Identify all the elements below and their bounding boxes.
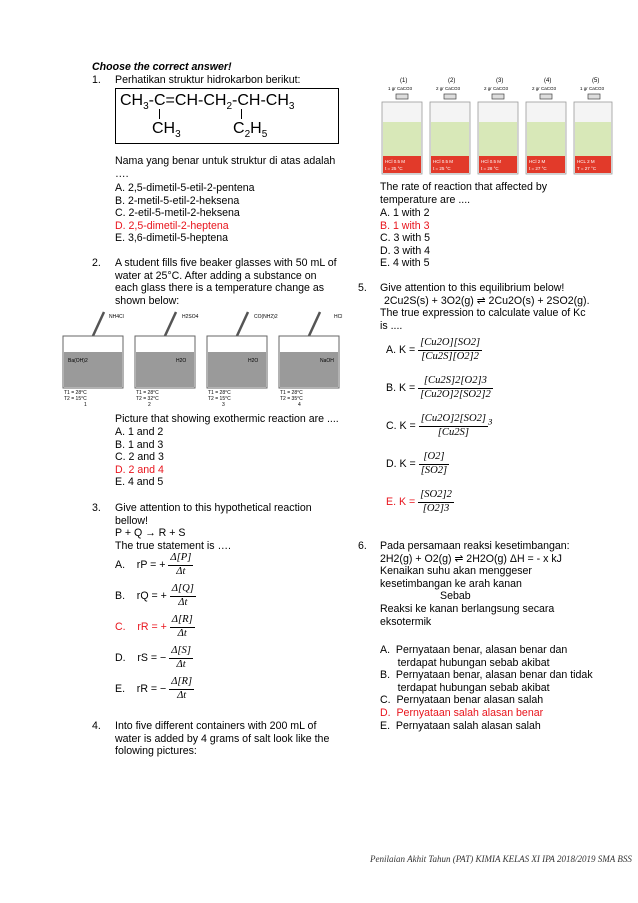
option-label: B. (115, 589, 126, 602)
option-c[interactable]: C. 2-etil-5-metil-2-heksena (115, 207, 240, 220)
container-4 (526, 78, 566, 174)
numerator: Δ[R] (169, 676, 194, 690)
beaker-number: 4 (298, 402, 301, 408)
structure-main-chain: $CH_3-C=CH-CH_2-CH-CH_3$ (120, 92, 295, 113)
question-2-prompt: Picture that showing exothermic reaction are .... (115, 413, 339, 425)
temp-1: T1 = 28°C (280, 390, 303, 396)
question-4-continuation (380, 181, 610, 206)
numerator: Δ[R] (170, 614, 195, 628)
option-label: C. (115, 620, 126, 633)
question-6-text (380, 540, 620, 628)
question-2-text (115, 257, 355, 307)
text-line: kesetimbangan ke arah kanan (380, 577, 522, 590)
concentration: HCl 0.5 M (385, 159, 406, 164)
option-b[interactable] (115, 583, 196, 614)
question-number: 5. (358, 282, 367, 294)
question-6-options (380, 644, 593, 732)
mass-label: 1 gr CaCO3 (388, 86, 413, 91)
substance-label: H2SO4 (182, 314, 199, 320)
rate-expression: rR = − (136, 682, 167, 695)
option-e[interactable] (386, 489, 493, 527)
denominator: Δt (176, 565, 186, 577)
option-c[interactable]: C. 3 with 5 (380, 232, 431, 245)
rate-fraction (170, 614, 195, 640)
rate-fraction (168, 552, 193, 578)
denominator: [Cu2S] (437, 426, 469, 438)
concentration: HCl 0.5 M (433, 159, 454, 164)
text-line: A student fills five beaker glasses with 50 mL of (115, 257, 337, 269)
equilibrium-equation: 2H2(g) + O2(g) ⇌ 2H2O(g) ΔH = - x kJ (380, 552, 562, 565)
text-line: Pada persamaan reaksi kesetimbangan: (380, 540, 570, 552)
option-d[interactable]: D. Pernyataan salah alasan benar (380, 706, 544, 719)
text-line: Give attention to this hypothetical reaction (115, 502, 312, 514)
option-c[interactable]: C. Pernyataan benar alasan salah (380, 694, 544, 707)
mass-label: 2 gr CaCO3 (436, 86, 461, 91)
beaker-1 (63, 312, 124, 408)
text-line: Kenaikan suhu akan menggeser (380, 565, 532, 578)
container-label: (1) (400, 78, 408, 84)
instructions-heading: Choose the correct answer! (92, 61, 232, 73)
temp-2: T2 = 32°C (136, 396, 159, 402)
denominator: Δt (178, 596, 188, 608)
substance-label: NH4Cl (109, 314, 124, 320)
text-line: The true statement is …. (115, 539, 231, 552)
option-a[interactable]: A. 1 with 2 (380, 207, 430, 219)
option-c[interactable] (115, 614, 196, 645)
rate-expression: rP = + (136, 558, 166, 571)
concentration: HCl 2 M (529, 159, 546, 164)
reaction-equation: P + Q → R + S (115, 527, 186, 540)
temp-1: T1 = 28°C (136, 390, 159, 396)
question-4-text (115, 720, 355, 758)
container-diagram (376, 74, 614, 178)
structure-sub-ethyl: $C_2H_5$ (233, 120, 268, 141)
beaker-number: 3 (222, 402, 225, 408)
option-label: E. (115, 682, 126, 695)
container-label: (5) (592, 78, 600, 84)
temperature: t = 25 °C (385, 166, 403, 171)
kc-fraction (418, 337, 482, 363)
substance-label: CO(NH2)2 (254, 314, 278, 320)
question-1-text: Nama yang benar untuk struktur di atas adalah …. (115, 155, 336, 180)
option-e[interactable] (115, 676, 196, 707)
denominator: [SO2] (420, 464, 448, 476)
denominator: [O2]3 (422, 502, 450, 514)
rate-expression: rQ = + (136, 589, 167, 602)
option-e[interactable]: E. 3,6-dimetil-5-heptena (115, 232, 229, 245)
option-d[interactable] (115, 645, 196, 676)
liquid (527, 122, 565, 156)
option-label: A. K = (386, 343, 416, 356)
container-1 (382, 78, 422, 174)
text-line: Give attention to this equilibrium below! (380, 282, 565, 294)
question-number: 1. (92, 74, 101, 86)
temp-1: T1 = 28°C (208, 390, 231, 396)
option-e[interactable]: E. 4 with 5 (380, 257, 430, 270)
concentration: HCl 0.5 M (481, 159, 502, 164)
option-a[interactable]: A. Pernyataan benar, alasan benar dan (380, 644, 568, 656)
question-4-options (380, 207, 430, 270)
temp-2: T2 = 35°C (280, 396, 303, 402)
denominator: Δt (177, 689, 187, 701)
numerator: [SO2]2 (418, 489, 454, 503)
salt-dish (588, 94, 600, 99)
temperature: t = 28 °C (481, 166, 499, 171)
exponent: 3 (488, 416, 493, 427)
kc-fraction (419, 451, 450, 477)
temp-1: T1 = 28°C (64, 390, 87, 396)
numerator: [Cu2O][SO2] (418, 337, 482, 351)
question-number: 3. (92, 502, 101, 514)
option-b[interactable]: B. 1 and 3 (115, 438, 164, 451)
denominator: [Cu2O]2[SO2]2 (420, 388, 491, 400)
container-label: (3) (496, 78, 504, 84)
option-a[interactable] (386, 337, 493, 375)
text-line: each glass there is a temperature change as (115, 282, 325, 295)
option-label: D. (115, 651, 126, 664)
content-label: H2O (248, 358, 259, 364)
option-label: D. K = (386, 457, 416, 470)
option-d[interactable]: D. 2 and 4 (115, 463, 164, 476)
mass-label: 2 gr CaCO3 (484, 86, 509, 91)
content-label: Ba(OH)2 (68, 358, 88, 364)
text-line: folowing pictures: (115, 745, 197, 758)
option-label: E. K = (386, 495, 416, 508)
rate-expression: rS = − (137, 651, 167, 664)
beaker-4 (279, 312, 342, 408)
text-line: shown below: (115, 294, 180, 307)
question-5-options (386, 337, 493, 527)
beaker-3 (207, 312, 278, 408)
structure-box (115, 88, 339, 144)
option-b[interactable] (386, 375, 493, 413)
option-b[interactable]: B. 1 with 3 (380, 219, 430, 232)
denominator: Δt (176, 658, 186, 670)
text-line: bellow! (115, 514, 148, 527)
question-1-options (115, 182, 255, 245)
rate-expression: rR = + (137, 620, 167, 633)
numerator: Δ[Q] (170, 583, 196, 597)
text-line: Reaksi ke kanan berlangsung secara (380, 602, 555, 615)
option-e[interactable]: E. Pernyataan salah alasan salah (380, 719, 541, 732)
text-line: eksotermik (380, 615, 432, 628)
temperature: t = 25 °C (433, 166, 451, 171)
substance-label: HCl (334, 314, 343, 320)
structure-sub-methyl: $CH_3$ (152, 120, 181, 141)
question-3-options (115, 552, 196, 707)
question-3-text (115, 502, 355, 552)
text-line: The true expression to calculate value of Kc (380, 307, 586, 320)
container-label: (4) (544, 78, 552, 84)
test-tube (164, 312, 176, 338)
option-a[interactable]: A. 1 and 2 (115, 426, 164, 438)
question-5-text (380, 282, 620, 332)
concentration: HCL 2 M (577, 159, 595, 164)
option-d[interactable]: D. 3 with 4 (380, 244, 431, 257)
option-label: B. K = (386, 381, 416, 394)
bond-line (159, 109, 160, 119)
text-line: The rate of reaction that affected by (380, 181, 548, 193)
text-line: is .... (380, 319, 403, 332)
kc-fraction (418, 489, 454, 515)
liquid (479, 122, 517, 156)
question-number: 2. (92, 257, 101, 269)
text-line: water is added by 4 grams of salt look like the (115, 732, 330, 745)
salt-dish (540, 94, 552, 99)
text-line: Into five different containers with 200 mL of (115, 720, 317, 732)
text-line: Sebab (440, 590, 471, 603)
equilibrium-equation: 2Cu2S(s) + 3O2(g) ⇌ 2Cu2O(s) + 2SO2(g). (384, 294, 590, 307)
option-d[interactable] (386, 451, 493, 489)
numerator: [O2] (419, 451, 450, 465)
option-d[interactable]: D. 2,5-dimetil-2-heptena (115, 219, 229, 232)
option-b[interactable]: B. Pernyataan benar, alasan benar dan tidak (380, 669, 593, 682)
option-a[interactable] (115, 552, 196, 583)
question-prompt: Perhatikan struktur hidrokarbon berikut: (115, 74, 301, 86)
container-5 (574, 78, 612, 174)
option-b-continued: terdapat hubungan sebab akibat (380, 681, 550, 694)
container-3 (478, 78, 518, 174)
rate-fraction (169, 645, 193, 671)
test-tube (308, 312, 320, 338)
numerator: Δ[P] (168, 552, 193, 566)
salt-dish (492, 94, 504, 99)
kc-fraction (418, 375, 493, 401)
option-b[interactable]: B. 2-metil-5-etil-2-heksena (115, 194, 240, 207)
numerator: Δ[S] (169, 645, 193, 659)
test-tube (236, 312, 248, 338)
liquid (383, 122, 421, 156)
rate-fraction (170, 583, 196, 609)
option-a-continued: terdapat hubungan sebab akibat (380, 656, 550, 669)
bond-line (241, 109, 242, 119)
question-number: 6. (358, 540, 367, 552)
temperature: T = 27 °C (577, 166, 597, 171)
beaker-diagram (62, 308, 358, 408)
kc-fraction (419, 413, 488, 439)
text-line: temperature are .... (380, 193, 471, 206)
test-tube (92, 312, 104, 338)
beaker-number: 2 (148, 402, 151, 408)
temp-2: T2 = 15°C (208, 396, 231, 402)
text-line: water at 25°C. After adding a substance on (115, 269, 317, 282)
temperature: t = 27 °C (529, 166, 547, 171)
rate-fraction (169, 676, 194, 702)
mass-label: 2 gr CaCO3 (532, 86, 557, 91)
beaker-number: 1 (84, 402, 87, 408)
liquid (575, 122, 611, 156)
denominator: Δt (177, 627, 187, 639)
question-2-options (115, 426, 164, 489)
denominator: [Cu2S][O2]2 (421, 350, 479, 362)
mass-label: 1 gr CaCO3 (580, 86, 605, 91)
content-label: NaOH (320, 358, 334, 364)
salt-dish (444, 94, 456, 99)
option-label: A. (115, 558, 126, 571)
option-c[interactable] (386, 413, 493, 451)
option-label: C. K = (386, 419, 416, 432)
beaker-2 (135, 312, 199, 408)
temp-2: T2 = 15°C (64, 396, 87, 402)
option-c[interactable]: C. 2 and 3 (115, 451, 164, 464)
numerator: [Cu2S]2[O2]3 (418, 375, 493, 389)
salt-dish (396, 94, 408, 99)
question-number: 4. (92, 720, 101, 732)
liquid (431, 122, 469, 156)
container-2 (430, 78, 470, 174)
container-label: (2) (448, 78, 456, 84)
option-a[interactable]: A. 2,5-dimetil-5-etil-2-pentena (115, 182, 255, 194)
option-e[interactable]: E. 4 and 5 (115, 476, 164, 489)
page-footer: Penilaian Akhit Tahun (PAT) KIMIA KELAS XI IPA 2018/2019 SMA BSS (370, 854, 632, 864)
content-label: H2O (176, 358, 187, 364)
numerator: [Cu2O]2[SO2] (419, 413, 488, 427)
